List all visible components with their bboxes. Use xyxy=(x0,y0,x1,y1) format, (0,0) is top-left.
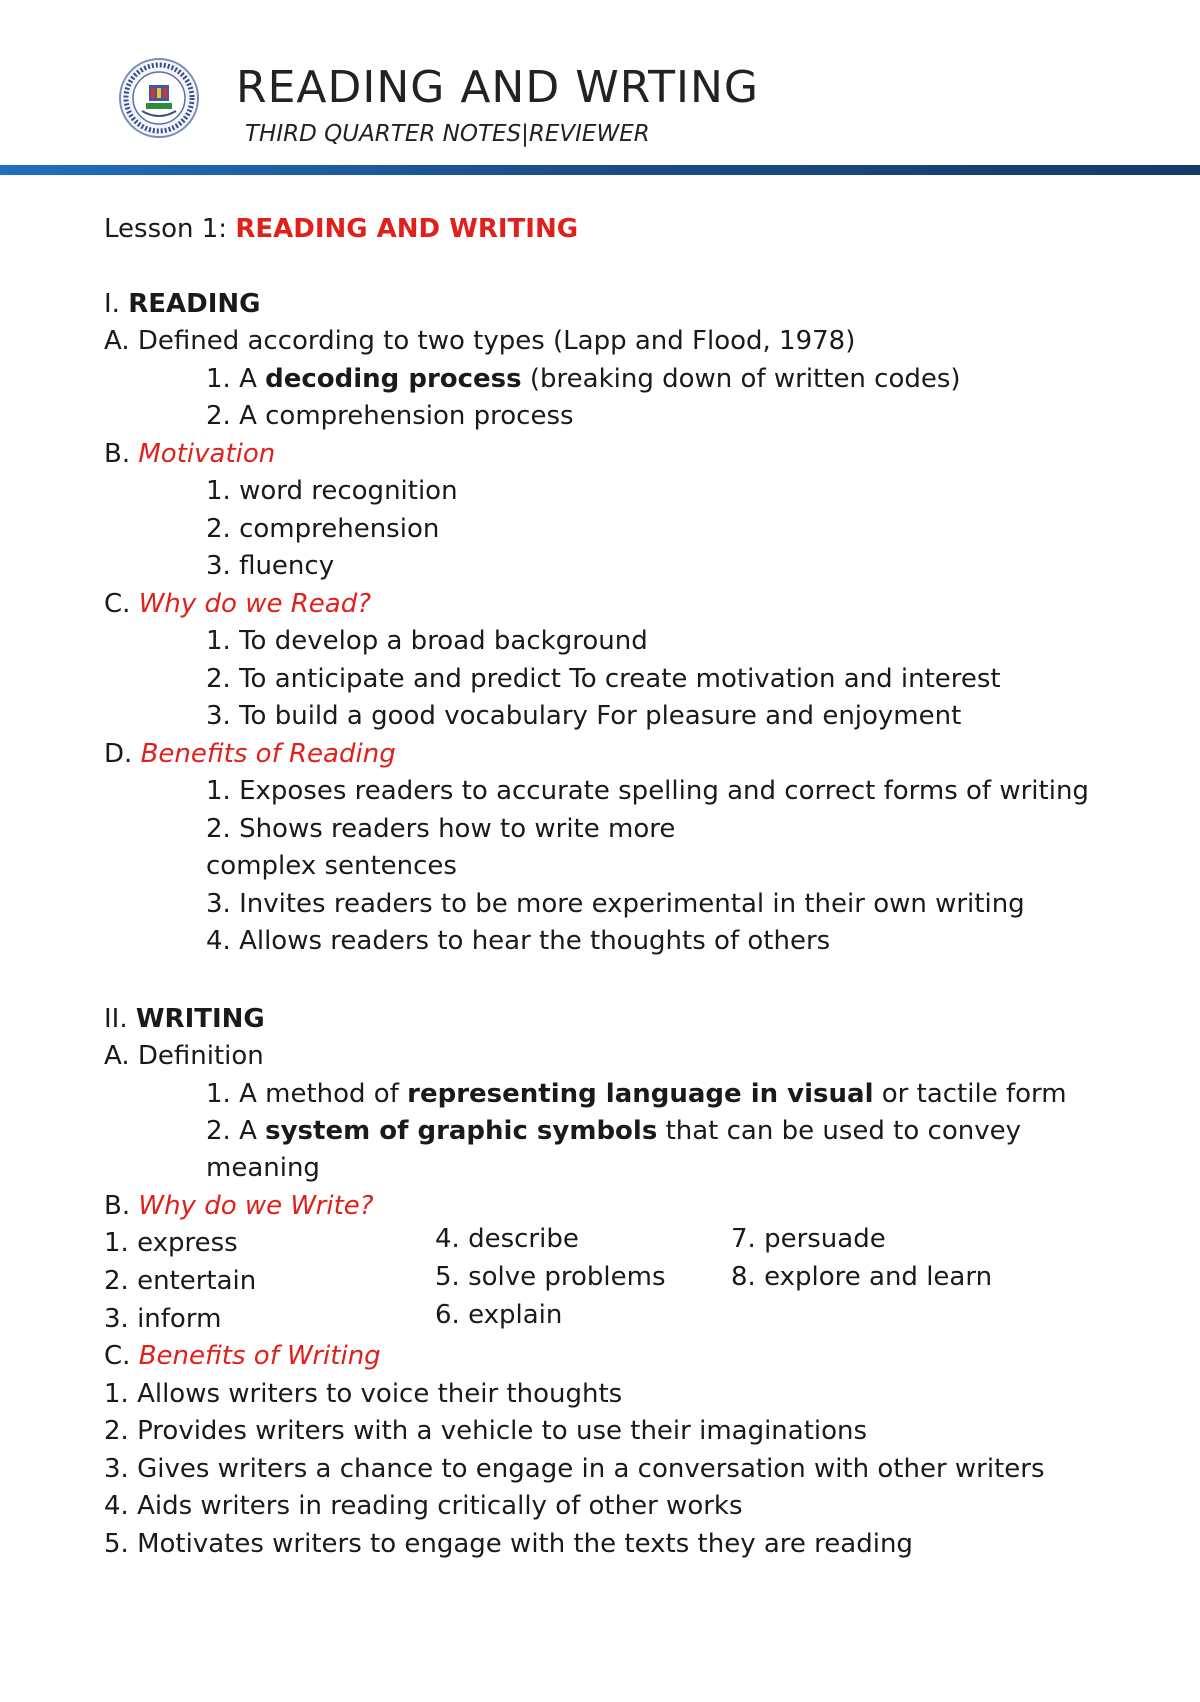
subsection-prefix: C. xyxy=(104,589,139,619)
section-reading-heading xyxy=(104,289,260,320)
writing-a-item-1 xyxy=(206,1079,1067,1110)
writing-c-item: 3. Gives writers a chance to engage in a conversation with other writers xyxy=(104,1454,1045,1484)
writing-a-label: A. Definition xyxy=(104,1041,264,1071)
header-rule xyxy=(0,165,1200,175)
reading-d-heading xyxy=(104,739,396,770)
subsection-title: Benefits of Writing xyxy=(138,1341,381,1371)
writing-a-item-2-continued: meaning xyxy=(206,1153,320,1183)
reading-a-label: A. Defined according to two types (Lapp and Flood, 1978) xyxy=(104,326,856,356)
reading-d-item: 4. Allows readers to hear the thoughts of others xyxy=(206,926,831,956)
subsection-prefix: D. xyxy=(104,739,141,769)
item-text: that can be used to convey xyxy=(657,1116,1021,1146)
writing-c-item: 2. Provides writers with a vehicle to use their imaginations xyxy=(104,1416,868,1446)
reading-c-item: 1. To develop a broad background xyxy=(206,626,648,656)
reading-b-item: 2. comprehension xyxy=(206,514,440,544)
writing-c-item: 5. Motivates writers to engage with the texts they are reading xyxy=(104,1529,913,1559)
reading-a-item-2: 2. A comprehension process xyxy=(206,401,574,431)
section-writing-heading xyxy=(104,1004,265,1035)
writing-b-heading xyxy=(104,1191,374,1222)
reading-d-item: 2. Shows readers how to write more xyxy=(206,814,676,844)
item-text: 1. A method of xyxy=(206,1079,408,1109)
reading-c-item: 2. To anticipate and predict To create motivation and interest xyxy=(206,664,1001,694)
subsection-title: Benefits of Reading xyxy=(140,739,396,769)
section-title: READING xyxy=(128,289,261,319)
item-text: 1. A xyxy=(206,364,266,394)
reading-c-heading xyxy=(104,589,371,620)
writing-c-item: 4. Aids writers in reading critically of other works xyxy=(104,1491,743,1521)
reading-d-item: 1. Exposes readers to accurate spelling and correct forms of writing xyxy=(206,776,1089,806)
lesson-title: READING AND WRITING xyxy=(235,214,579,244)
reading-c-item: 3. To build a good vocabulary For pleasure and enjoyment xyxy=(206,701,962,731)
reading-a-item-1 xyxy=(206,364,961,395)
item-bold-text: decoding process xyxy=(265,364,522,394)
reading-b-heading xyxy=(104,439,275,470)
writing-b-item: 4. describe xyxy=(435,1224,579,1254)
subsection-prefix: C. xyxy=(104,1341,139,1371)
subsection-title: Why do we Write? xyxy=(138,1191,374,1221)
writing-b-item: 6. explain xyxy=(435,1300,563,1330)
subsection-title: Why do we Read? xyxy=(138,589,372,619)
writing-b-item: 8. explore and learn xyxy=(731,1262,993,1292)
subsection-title: Motivation xyxy=(138,439,276,469)
reading-b-item: 3. fluency xyxy=(206,551,335,581)
document-subtitle: THIRD QUARTER NOTES|REVIEWER xyxy=(245,121,650,147)
subsection-prefix: B. xyxy=(104,1191,139,1221)
writing-b-item: 2. entertain xyxy=(104,1266,257,1296)
document-header xyxy=(0,0,1200,175)
section-numeral: II. xyxy=(104,1004,136,1034)
lesson-prefix: Lesson 1: xyxy=(104,214,236,244)
writing-b-item: 3. inform xyxy=(104,1304,222,1334)
section-title: WRITING xyxy=(135,1004,265,1034)
section-numeral: I. xyxy=(104,289,129,319)
writing-b-item: 7. persuade xyxy=(731,1224,886,1254)
writing-c-item: 1. Allows writers to voice their thoughts xyxy=(104,1379,623,1409)
writing-b-item: 1. express xyxy=(104,1228,238,1258)
lesson-heading xyxy=(104,214,578,245)
school-seal-logo-icon xyxy=(118,57,200,139)
writing-a-item-2 xyxy=(206,1116,1021,1147)
writing-b-item: 5. solve problems xyxy=(435,1262,666,1292)
reading-d-item: 3. Invites readers to be more experimental in their own writing xyxy=(206,889,1025,919)
item-text: or tactile form xyxy=(873,1079,1067,1109)
item-text: (breaking down of written codes) xyxy=(521,364,961,394)
reading-d-item-continued: complex sentences xyxy=(206,851,457,881)
item-bold-text: representing language in visual xyxy=(407,1079,874,1109)
item-text: 2. A xyxy=(206,1116,266,1146)
subsection-prefix: B. xyxy=(104,439,139,469)
document-title: READING AND WRTING xyxy=(236,62,759,113)
writing-c-heading xyxy=(104,1341,381,1372)
item-bold-text: system of graphic symbols xyxy=(265,1116,658,1146)
reading-b-item: 1. word recognition xyxy=(206,476,458,506)
